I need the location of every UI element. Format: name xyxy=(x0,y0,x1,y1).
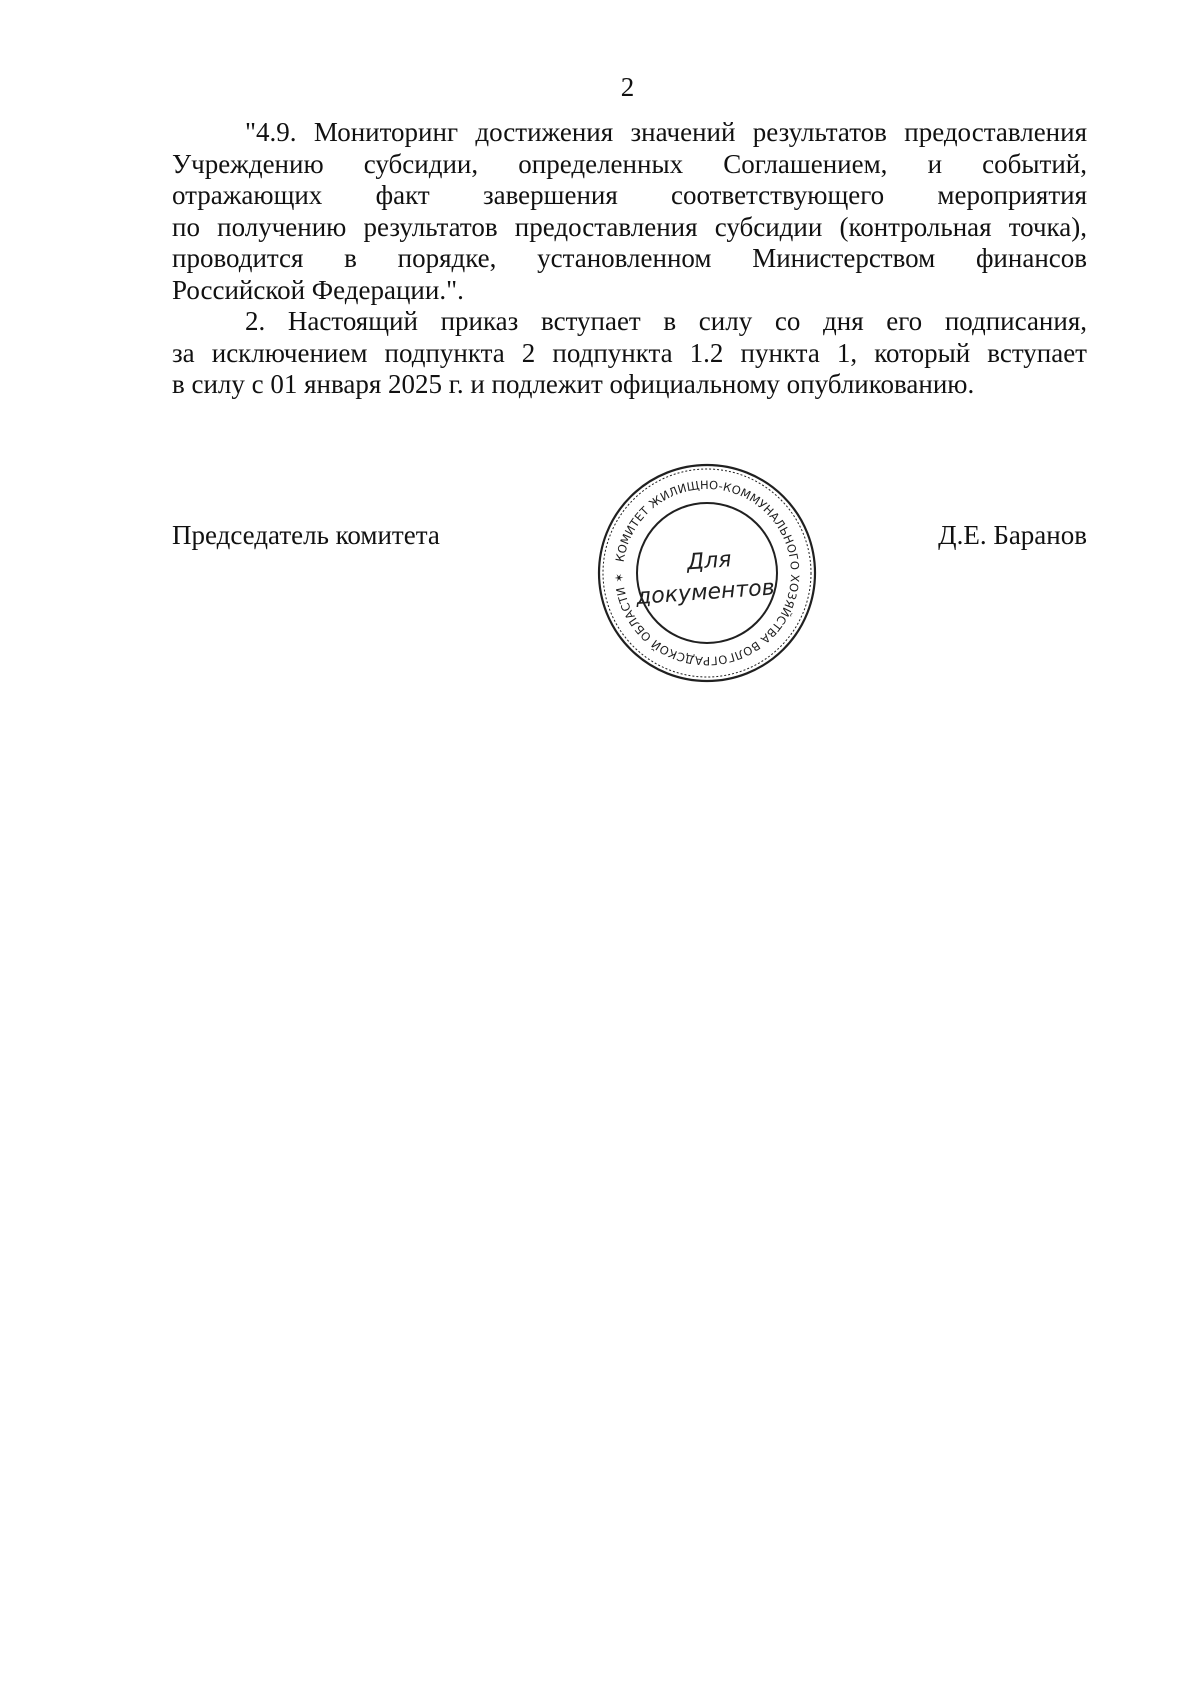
seal-center-line-1: Для xyxy=(686,547,733,576)
signer-title: Председатель комитета xyxy=(172,520,440,550)
document-body xyxy=(172,117,1087,401)
seal-ring-text: КОМИТЕТ ЖИЛИЩНО-КОММУНАЛЬНОГО ХОЗЯЙСТВА ВОЛГОГРАДСКОЙ ОБЛАСТИ ✶ xyxy=(611,477,803,669)
text-line: "4.9. Мониторинг достижения значений результатов предоставления xyxy=(245,117,1087,147)
text-line: Российской Федерации.". xyxy=(172,274,464,305)
text-line: Учреждению субсидии, определенных Соглашением, и событий, xyxy=(172,148,1087,179)
seal-icon xyxy=(592,458,822,688)
text-line: за исключением подпункта 2 подпункта 1.2 пункта 1, который вступает xyxy=(172,337,1087,368)
official-seal-stamp xyxy=(592,458,822,688)
signer-name: Д.Е. Баранов xyxy=(938,520,1087,550)
page-number: 2 xyxy=(620,72,635,102)
text-line: по получению результатов предоставления субсидии (контрольная точка), xyxy=(172,211,1087,242)
text-line: в силу с 01 января 2025 г. и подлежит официальному опубликованию. xyxy=(172,369,975,399)
text-line: 2. Настоящий приказ вступает в силу со дня его подписания, xyxy=(245,306,1087,336)
seal-center-line-2: документов xyxy=(635,575,776,610)
text-line: отражающих факт завершения соответствующего мероприятия xyxy=(172,180,1087,210)
paragraph-4-9 xyxy=(172,117,1087,306)
text-line: проводится в порядке, установленном Министерством финансов xyxy=(172,243,1087,273)
paragraph-2-effective-date xyxy=(172,306,1087,401)
